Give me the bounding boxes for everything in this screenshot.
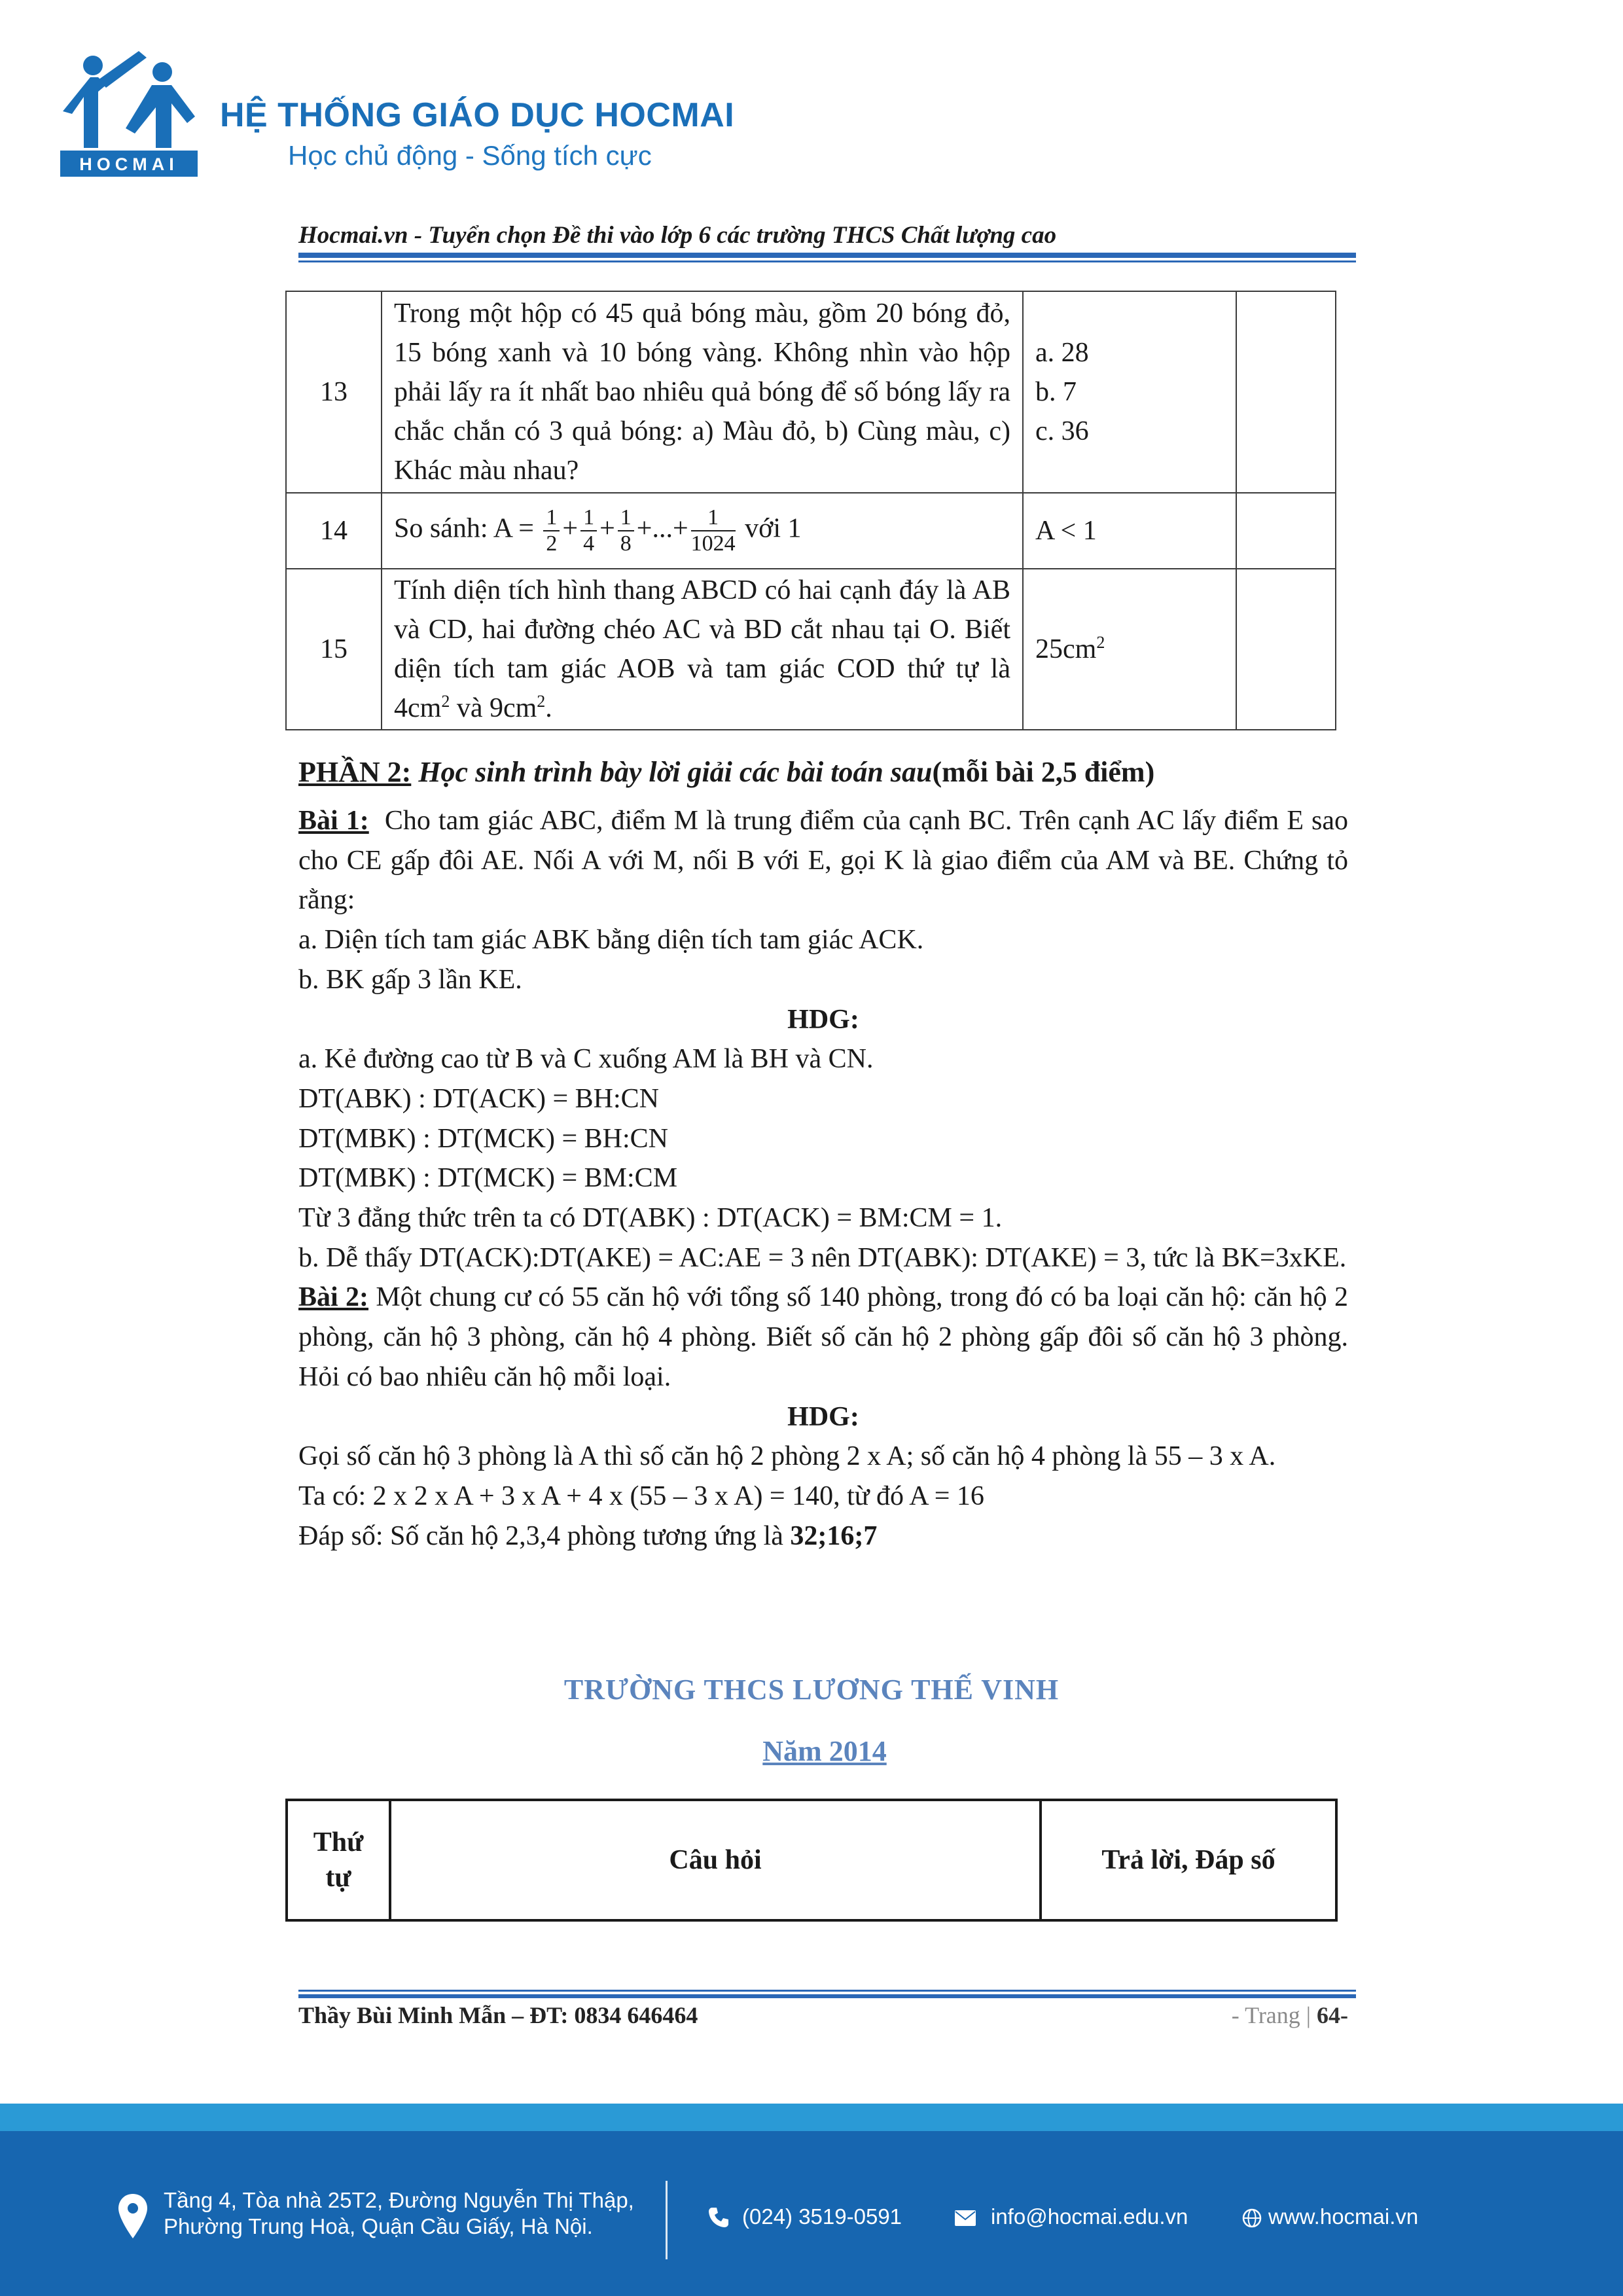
- fraction: $\frac{1}{2}$: [543, 505, 560, 556]
- document-title: Hocmai.vn - Tuyển chọn Đề thi vào lớp 6 các trường THCS Chất lượng cao: [298, 222, 1057, 249]
- logo-text: HOCMAI: [79, 154, 179, 174]
- solution-line: a. Kẻ đường cao từ B và C xuống AM là BH và CN.: [298, 1044, 874, 1075]
- question-number: 14: [286, 493, 382, 569]
- table-header-row: [287, 1800, 1336, 1920]
- bai1-part-a: a. Diện tích tam giác ABK bằng diện tích tam giác ACK.: [298, 925, 924, 956]
- contact-website[interactable]: www.hocmai.vn: [1268, 2204, 1419, 2229]
- column-header-answer: Trả lời, Đáp số: [1041, 1800, 1336, 1920]
- question-number: 13: [286, 291, 382, 493]
- document-body: [298, 751, 1348, 1556]
- solution-line: DT(MBK) : DT(MCK) = BH:CN: [298, 1123, 669, 1154]
- footer-rule-thick: [298, 1994, 1356, 1998]
- question-text: Trong một hộp có 45 quả bóng màu, gồm 20 bóng đỏ, 15 bóng xanh và 10 bóng vàng. Không nhìn vào hộp phải lấy ra ít nhất bao nhiêu quả bóng để số bóng lấy ra chắc chắn có 3 quả bóng: a) Màu đỏ, b) Cùng màu, c) Khác màu nhau?: [382, 291, 1023, 493]
- fraction: $\frac{1}{4}$: [580, 505, 597, 556]
- question-text: Tính diện tích hình thang ABCD có hai cạnh đáy là AB và CD, hai đường chéo AC và BD cắt nhau tại O. Biết diện tích tam giác AOB và tam giác COD thứ tự là $4cm^2$ và $9cm^2$.: [382, 569, 1023, 730]
- footer-rule-thin: [298, 1990, 1356, 1992]
- final-answer: Đáp số: Số căn hộ 2,3,4 phòng tương ứng là 32;16;7: [298, 1520, 878, 1551]
- solution-line: Ta có: 2 x 2 x A + 3 x A + 4 x (55 – 3 x A) = 140, từ đó A = 16: [298, 1480, 984, 1511]
- solution-line: DT(ABK) : DT(ACK) = BH:CN: [298, 1083, 659, 1114]
- location-pin-icon: [116, 2193, 149, 2240]
- solution-line: Từ 3 đẳng thức trên ta có DT(ABK) : DT(ACK) = BM:CM = 1.: [298, 1203, 1003, 1234]
- table-row: [286, 493, 1336, 569]
- fraction: $\frac{1}{8}$: [618, 505, 634, 556]
- question-table: [285, 291, 1336, 730]
- empty-cell: [1236, 291, 1336, 493]
- solution-line: DT(MBK) : DT(MCK) = BM:CM: [298, 1163, 678, 1194]
- bai1-part-b: b. BK gấp 3 lần KE.: [298, 964, 522, 995]
- contact-address: Tầng 4, Tòa nhà 25T2, Đường Nguyễn Thị Thập, Phường Trung Hoà, Quận Cầu Giấy, Hà Nội.: [164, 2188, 634, 2238]
- answer-a: a. 28: [1035, 338, 1089, 368]
- answer-c: c. 36: [1035, 416, 1089, 446]
- answer-b: b. 7: [1035, 377, 1077, 407]
- question-answer: [1023, 291, 1236, 493]
- formula-suffix: với 1: [745, 513, 802, 544]
- footer-band-accent: [0, 2104, 1623, 2131]
- question-number: 15: [286, 569, 382, 730]
- answer-table: [285, 1799, 1338, 1922]
- phone-icon: [707, 2206, 730, 2229]
- contact-phone[interactable]: (024) 3519-0591: [742, 2204, 902, 2229]
- school-year: Năm 2014: [762, 1735, 887, 1767]
- bai2-problem: Bài 2: Một chung cư có 55 căn hộ với tổng số 140 phòng, trong đó có ba loại căn hộ: căn hộ 2 phòng, căn hộ 3 phòng, căn hộ 4 phòng. Biết số căn hộ 2 phòng gấp đôi số căn hộ 3 phòng. Hỏi có bao nhiêu căn hộ mỗi loại.: [298, 1282, 1349, 1392]
- bai1-problem: Bài 1: Cho tam giác ABC, điểm M là trung điểm của cạnh BC. Trên cạnh AC lấy điểm E sao cho CE gấp đôi AE. Nối A với M, nối B với E, gọi K là giao điểm của AM và BE. Chứng tỏ rằng:: [298, 806, 1349, 916]
- hocmai-logo: [60, 51, 198, 179]
- question-answer: A < 1: [1023, 493, 1236, 569]
- ellipsis: +...+: [636, 513, 688, 544]
- school-title: TRƯỜNG THCS LƯƠNG THẾ VINH: [563, 1674, 1060, 1706]
- table-row: [286, 569, 1336, 730]
- column-header-question: Câu hỏi: [390, 1800, 1041, 1920]
- page-number: - Trang | 64-: [1231, 2002, 1348, 2028]
- brand-slogan: Học chủ động - Sống tích cực: [288, 140, 652, 171]
- contact-email[interactable]: info@hocmai.edu.vn: [991, 2204, 1188, 2229]
- email-icon: [954, 2210, 976, 2227]
- teacher-info: Thầy Bùi Minh Mẫn – ĐT: 0834 646464: [298, 2002, 698, 2028]
- hdg-heading: HDG:: [787, 1401, 859, 1432]
- formula-prefix: So sánh: A =: [394, 513, 534, 544]
- solution-line: Gọi số căn hộ 3 phòng là A thì số căn hộ 2 phòng 2 x A; số căn hộ 4 phòng là 55 – 3 x A.: [298, 1441, 1276, 1472]
- solution-line: b. Dễ thấy DT(ACK):DT(AKE) = AC:AE = 3 nên DT(ABK): DT(AKE) = 3, tức là BK=3xKE.: [298, 1242, 1347, 1273]
- part2-heading: PHẦN 2: Học sinh trình bày lời giải các bài toán sau(mỗi bài 2,5 điểm): [298, 756, 1155, 788]
- header-rule-thin: [298, 260, 1356, 262]
- globe-icon: [1242, 2208, 1262, 2228]
- brand-title: HỆ THỐNG GIÁO DỤC HOCMAI: [220, 96, 735, 134]
- contact-separator: [666, 2181, 668, 2259]
- header-rule-thick: [298, 253, 1356, 258]
- hdg-heading: HDG:: [787, 1004, 859, 1035]
- question-text: [382, 493, 1023, 569]
- table-row: [286, 291, 1336, 493]
- empty-cell: [1236, 569, 1336, 730]
- hocmai-logo-icon: [60, 51, 198, 179]
- plus-sign: +: [562, 513, 579, 544]
- question-answer: $25cm^2$: [1023, 569, 1236, 730]
- column-header-order: Thứ tự: [287, 1800, 390, 1920]
- fraction: $\frac{1}{1024}$: [690, 505, 736, 556]
- plus-sign: +: [599, 513, 615, 544]
- empty-cell: [1236, 493, 1336, 569]
